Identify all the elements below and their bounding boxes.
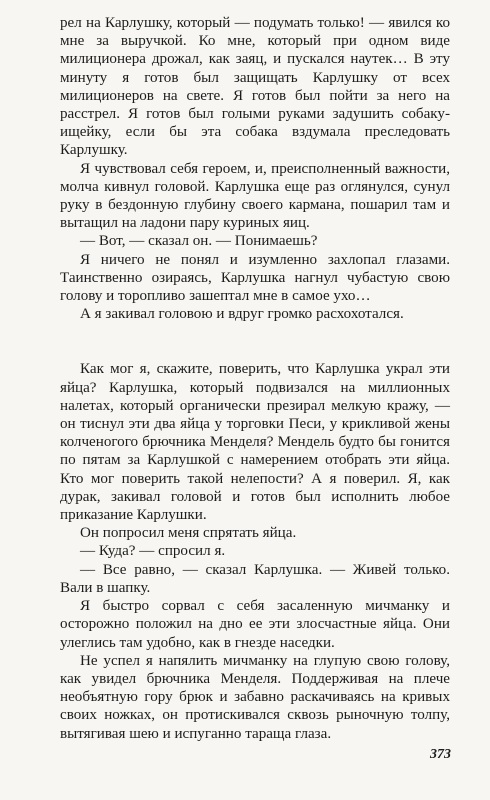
paragraph: рел на Карлушку, который — подумать только! — явился ко мне за выручкой. Ко мне, который при одном виде милиционера дрожал, как заяц, и пускался наутек… В эту минуту я готов был защищать Карлушку от всех милиционеров на свете. Я готов был пойти за него на расстрел. Я готов был голыми руками задушить собаку-ищейку, если бы эта собака вздумала преследовать Карлушку. [60,15,450,159]
paragraph: Я ничего не понял и изумленно захлопал глазами. Таинственно озираясь, Карлушка нагнул чубастую свою голову и торопливо зашептал мне в самое ухо… [60,251,450,305]
paragraph: — Все равно, — сказал Карлушка. — Живей только. Вали в шапку. [60,561,450,596]
text-block-1 [60,14,450,323]
text-block-2 [60,360,450,742]
paragraph: Я быстро сорвал с себя засаленную мичманку и осторожно положил на дно ее эти злосчастные яйца. Они улеглись там удобно, как в гнезде наседки. [60,598,450,651]
paragraph: Не успел я напялить мичманку на глупую свою голову, как увидел брючника Менделя. Поддерживая на плече необъятную гору брюк и забавно раскачиваясь на кривых своих ножках, он протискивался сквозь рыночную толпу, вытягивая шею и испуганно тараща глаза. [60,652,450,742]
paragraph: — Вот, — сказал он. — Понимаешь? [80,233,318,250]
page-number: 373 [430,747,451,762]
paragraph: Он попросил меня спрятать яйца. [80,525,297,542]
paragraph: — Куда? — спросил я. [80,543,226,560]
paragraph: Как мог я, скажите, поверить, что Карлушка украл эти яйца? Карлушка, который подвизался на миллионных налетах, который органически презирал мелкую кражу, — он тиснул эти два яйца у торговки Песи, у крикливой жены колченогого брючника Менделя? Мендель будто бы гонится по пятам за Карлушкой с намерением отобрать эти яйца. Кто мог поверить такой нелепости? А я поверил. Я, как дурак, закивал головой и готов был исполнить любое приказание Карлушки. [60,361,450,524]
paragraph: А я закивал головою и вдруг громко расхохотался. [80,306,404,323]
paragraph: Я чувствовал себя героем, и, преисполненный важности, молча кивнул головой. Карлушка еще раз оглянулся, сунул руку в бездонную глубину своего кармана, пошарил там и вытащил на ладони пару куриных яиц. [60,160,450,232]
section-break [60,323,450,360]
